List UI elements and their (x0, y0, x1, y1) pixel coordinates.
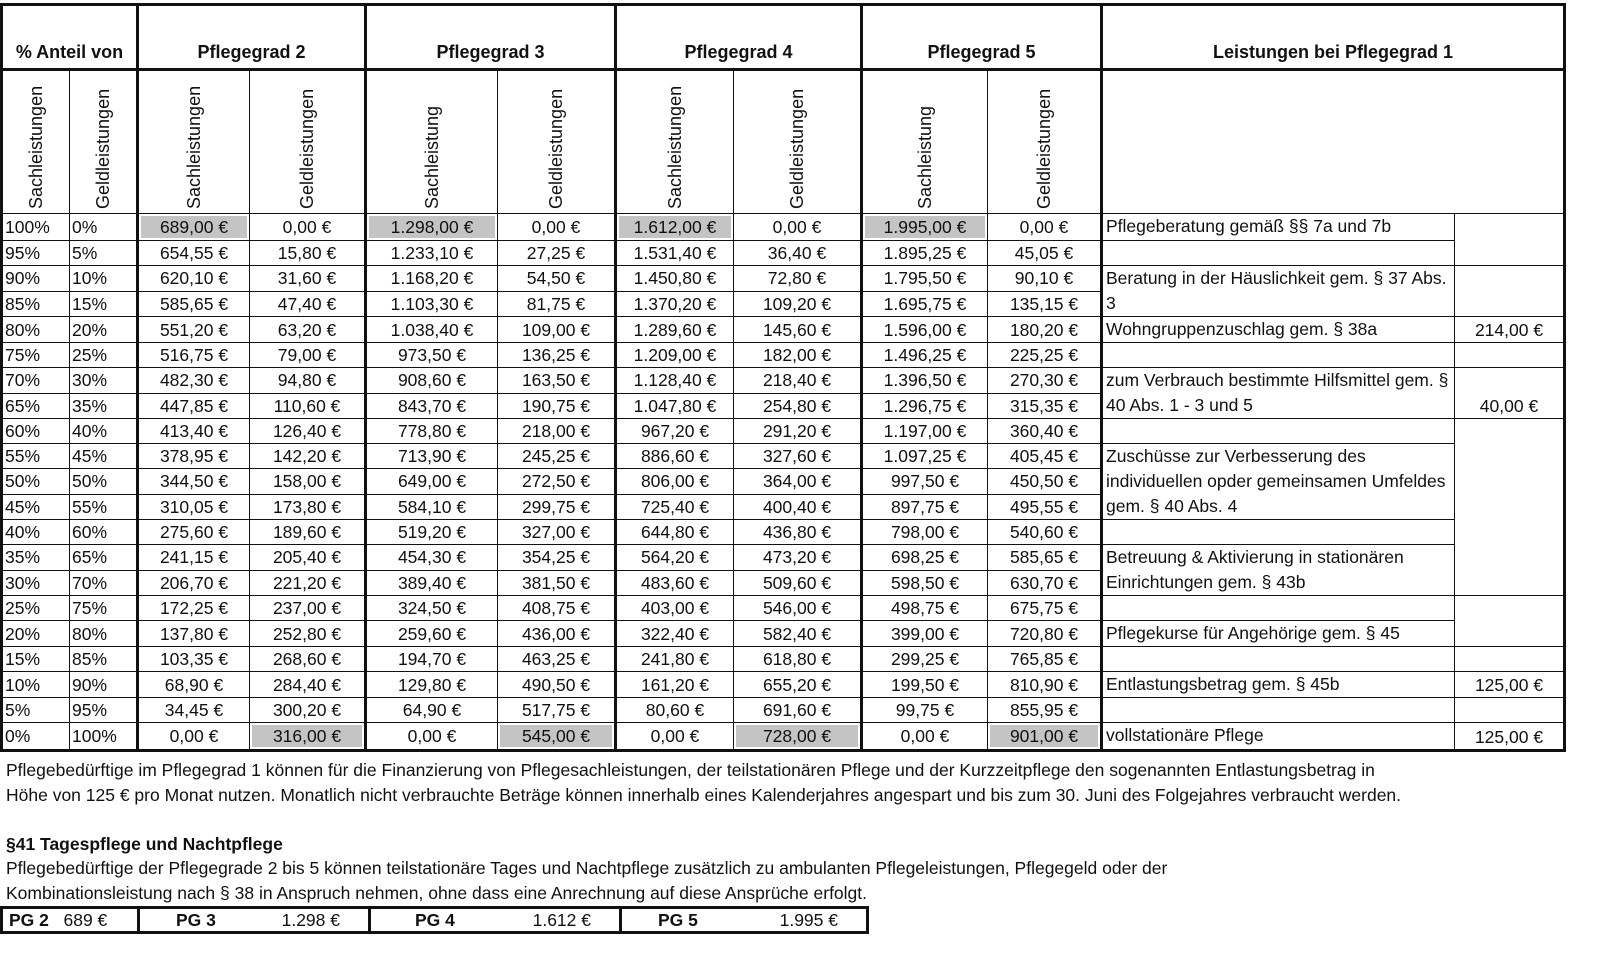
cell-amount: 252,80 € (250, 621, 366, 647)
cell-amount: 254,80 € (734, 393, 862, 419)
subheader-pg1-empty (1102, 70, 1565, 214)
highlighted-max-amount: 545,00 € (500, 725, 612, 747)
cell-amount: 79,00 € (250, 343, 366, 368)
cell-amount: 720,80 € (988, 621, 1102, 647)
cell-amount: 450,50 € (988, 469, 1102, 494)
cell-amount: 354,25 € (498, 545, 616, 571)
cell-amount: 360,40 € (988, 419, 1102, 444)
cell-geld-share: 15% (70, 291, 138, 317)
cell-amount: 413,40 € (138, 419, 250, 444)
summary-pg2 (2, 908, 139, 933)
section41-line2: Kombinationsleistung nach § 38 in Anspruch nehmen, ohne dass eine Anrechnung auf diese Ansprüche erfolgt. (6, 883, 868, 903)
cell-amount (498, 723, 616, 751)
table-row (2, 317, 1565, 343)
cell-amount: 1.289,60 € (616, 317, 734, 343)
cell-amount: 299,25 € (862, 647, 988, 672)
cell-amount: 389,40 € (366, 570, 498, 596)
cell-amount: 299,75 € (498, 494, 616, 519)
cell-amount: 765,85 € (988, 647, 1102, 672)
cell-amount: 34,45 € (138, 698, 250, 723)
cell-geld-share: 55% (70, 494, 138, 519)
cell-sach-share: 0% (2, 723, 70, 751)
cell-amount: 1.103,30 € (366, 291, 498, 317)
cell-amount: 655,20 € (734, 672, 862, 698)
cell-amount: 630,70 € (988, 570, 1102, 596)
cell-amount: 172,25 € (138, 596, 250, 621)
pg1-amount-empty (1455, 214, 1565, 266)
cell-amount: 68,90 € (138, 672, 250, 698)
highlighted-max-amount: 1.298,00 € (369, 216, 495, 238)
cell-amount: 495,55 € (988, 494, 1102, 519)
cell-amount: 1.209,00 € (616, 343, 734, 368)
cell-amount: 1.795,50 € (862, 266, 988, 292)
table-row (2, 241, 1565, 266)
cell-amount: 145,60 € (734, 317, 862, 343)
cell-amount: 585,65 € (988, 545, 1102, 571)
cell-amount: 897,75 € (862, 494, 988, 519)
table-row (2, 723, 1565, 751)
cell-sach-share: 55% (2, 444, 70, 469)
cell-amount: 126,40 € (250, 419, 366, 444)
cell-amount: 447,85 € (138, 393, 250, 419)
cell-amount: 31,60 € (250, 266, 366, 292)
cell-amount: 315,35 € (988, 393, 1102, 419)
cell-amount: 490,50 € (498, 672, 616, 698)
cell-amount: 142,20 € (250, 444, 366, 469)
cell-amount: 110,60 € (250, 393, 366, 419)
cell-amount: 284,40 € (250, 672, 366, 698)
pg1-benefit-betreuung: Betreuung & Aktivierung in stationären Einrichtungen gem. § 43b (1102, 545, 1455, 596)
pg1-benefit-beratung_7ab: Pflegeberatung gemäß §§ 7a und 7b (1102, 214, 1455, 241)
cell-sach-share: 20% (2, 621, 70, 647)
cell-geld-share: 40% (70, 419, 138, 444)
cell-amount: 90,10 € (988, 266, 1102, 292)
cell-amount: 620,10 € (138, 266, 250, 292)
cell-amount: 1.233,10 € (366, 241, 498, 266)
cell-amount: 405,45 € (988, 444, 1102, 469)
summary-pg4-value: 1.612 € (532, 909, 591, 930)
cell-amount: 644,80 € (616, 520, 734, 545)
pg1-amount-vollstationaer_amount: 125,00 € (1455, 723, 1565, 751)
cell-amount: 654,55 € (138, 241, 250, 266)
cell-amount: 270,30 € (988, 368, 1102, 394)
cell-amount: 973,50 € (366, 343, 498, 368)
cell-amount: 190,75 € (498, 393, 616, 419)
cell-amount: 327,00 € (498, 520, 616, 545)
cell-amount: 245,25 € (498, 444, 616, 469)
table-row (2, 444, 1565, 469)
pg1-benefit-empty (1102, 647, 1455, 672)
cell-amount: 81,75 € (498, 291, 616, 317)
cell-amount: 798,00 € (862, 520, 988, 545)
cell-amount: 483,60 € (616, 570, 734, 596)
pg1-amount-entlastung_amount: 125,00 € (1455, 672, 1565, 698)
cell-amount: 163,50 € (498, 368, 616, 394)
cell-amount: 454,30 € (366, 545, 498, 571)
subheader-pg3-sach: Sachleistung (422, 105, 442, 209)
subheader-row (2, 70, 1565, 214)
cell-amount: 551,20 € (138, 317, 250, 343)
cell-amount: 161,20 € (616, 672, 734, 698)
cell-amount: 691,60 € (734, 698, 862, 723)
cell-amount: 237,00 € (250, 596, 366, 621)
cell-amount: 218,00 € (498, 419, 616, 444)
pg1-benefit-empty (1102, 520, 1455, 545)
cell-sach-share: 25% (2, 596, 70, 621)
cell-amount: 0,00 € (734, 214, 862, 241)
cell-amount: 0,00 € (250, 214, 366, 241)
cell-amount: 64,90 € (366, 698, 498, 723)
cell-amount: 47,40 € (250, 291, 366, 317)
day-night-care-summary (0, 906, 869, 934)
cell-sach-share: 35% (2, 545, 70, 571)
highlighted-max-amount: 1.995,00 € (865, 216, 985, 238)
table-row (2, 266, 1565, 292)
subheader-pg5-geld: Geldleistungen (1034, 88, 1054, 209)
summary-pg3-label: PG 3 (176, 909, 216, 930)
cell-amount: 129,80 € (366, 672, 498, 698)
cell-amount: 1.396,50 € (862, 368, 988, 394)
cell-amount: 137,80 € (138, 621, 250, 647)
cell-amount: 225,25 € (988, 343, 1102, 368)
cell-amount: 1.596,00 € (862, 317, 988, 343)
subheader-geld-share: Geldleistungen (93, 88, 113, 209)
cell-amount: 1.197,00 € (862, 419, 988, 444)
cell-amount: 778,80 € (366, 419, 498, 444)
pg1-benefit-empty (1102, 698, 1455, 723)
highlighted-max-amount: 728,00 € (736, 725, 858, 747)
cell-amount: 598,50 € (862, 570, 988, 596)
pg1-amount-empty (1455, 596, 1565, 647)
group-header-pg4: Pflegegrad 4 (616, 5, 862, 70)
section41-title: §41 Tagespflege und Nachtpflege (6, 834, 283, 854)
cell-amount: 498,75 € (862, 596, 988, 621)
cell-amount (250, 723, 366, 751)
cell-amount: 218,40 € (734, 368, 862, 394)
cell-geld-share: 70% (70, 570, 138, 596)
cell-amount: 72,80 € (734, 266, 862, 292)
cell-amount: 272,50 € (498, 469, 616, 494)
cell-amount (862, 214, 988, 241)
cell-amount: 109,20 € (734, 291, 862, 317)
cell-amount: 546,00 € (734, 596, 862, 621)
pg1-amount-empty (1455, 419, 1565, 596)
summary-pg2-label: PG 2 (9, 909, 49, 930)
table-row (2, 368, 1565, 394)
cell-sach-share: 5% (2, 698, 70, 723)
cell-amount: 194,70 € (366, 647, 498, 672)
pg1-amount-empty (1455, 647, 1565, 672)
cell-amount: 99,75 € (862, 698, 988, 723)
cell-sach-share: 10% (2, 672, 70, 698)
group-header-pg5: Pflegegrad 5 (862, 5, 1102, 70)
cell-amount: 36,40 € (734, 241, 862, 266)
highlighted-max-amount: 316,00 € (252, 725, 362, 747)
cell-amount: 713,90 € (366, 444, 498, 469)
highlighted-max-amount: 689,00 € (141, 216, 247, 238)
cell-geld-share: 100% (70, 723, 138, 751)
cell-amount: 1.450,80 € (616, 266, 734, 292)
pg1-benefit-pflegekurse: Pflegekurse für Angehörige gem. § 45 (1102, 621, 1455, 647)
cell-amount: 221,20 € (250, 570, 366, 596)
cell-sach-share: 60% (2, 419, 70, 444)
group-header-pg1: Leistungen bei Pflegegrad 1 (1102, 5, 1565, 70)
cell-amount: 206,70 € (138, 570, 250, 596)
cell-amount: 564,20 € (616, 545, 734, 571)
cell-amount: 509,60 € (734, 570, 862, 596)
pg1-amount-wohngruppe_amount: 214,00 € (1455, 317, 1565, 343)
cell-amount: 136,25 € (498, 343, 616, 368)
cell-amount: 1.370,20 € (616, 291, 734, 317)
pg1-benefit-empty (1102, 419, 1455, 444)
table-row (2, 545, 1565, 571)
pg1-amount-empty (1455, 698, 1565, 723)
cell-amount: 0,00 € (498, 214, 616, 241)
summary-pg3-value: 1.298 € (281, 909, 340, 930)
pg1-amount-hilfsmittel_amount: 40,00 € (1455, 368, 1565, 419)
highlighted-max-amount: 901,00 € (990, 725, 1098, 747)
cell-amount: 1.496,25 € (862, 343, 988, 368)
pg1-amount-empty (1455, 266, 1565, 317)
cell-amount (734, 723, 862, 751)
summary-pg4 (370, 908, 621, 933)
pg1-benefit-wohngruppe: Wohngruppenzuschlag gem. § 38a (1102, 317, 1455, 343)
cell-geld-share: 30% (70, 368, 138, 394)
cell-amount: 1.047,80 € (616, 393, 734, 419)
table-row (2, 596, 1565, 621)
cell-amount (138, 214, 250, 241)
cell-geld-share: 85% (70, 647, 138, 672)
cell-geld-share: 95% (70, 698, 138, 723)
cell-amount: 27,25 € (498, 241, 616, 266)
highlighted-max-amount: 1.612,00 € (619, 216, 731, 238)
cell-amount: 291,20 € (734, 419, 862, 444)
cell-amount: 322,40 € (616, 621, 734, 647)
cell-amount: 1.531,40 € (616, 241, 734, 266)
cell-amount: 1.168,20 € (366, 266, 498, 292)
cell-geld-share: 50% (70, 469, 138, 494)
pg1-benefit-entlastung: Entlastungsbetrag gem. § 45b (1102, 672, 1455, 698)
cell-sach-share: 80% (2, 317, 70, 343)
table-row (2, 343, 1565, 368)
cell-amount: 585,65 € (138, 291, 250, 317)
cell-geld-share: 80% (70, 621, 138, 647)
cell-amount: 180,20 € (988, 317, 1102, 343)
cell-amount: 45,05 € (988, 241, 1102, 266)
subheader-pg5-sach: Sachleistung (915, 105, 935, 209)
summary-pg5 (621, 908, 868, 933)
cell-amount: 1.296,75 € (862, 393, 988, 419)
cell-amount: 1.097,25 € (862, 444, 988, 469)
cell-amount: 436,80 € (734, 520, 862, 545)
group-header-row (2, 5, 1565, 70)
cell-amount: 158,00 € (250, 469, 366, 494)
cell-amount: 1.038,40 € (366, 317, 498, 343)
cell-amount: 103,35 € (138, 647, 250, 672)
cell-amount: 399,00 € (862, 621, 988, 647)
cell-amount (988, 723, 1102, 751)
cell-geld-share: 25% (70, 343, 138, 368)
cell-amount: 268,60 € (250, 647, 366, 672)
cell-amount: 80,60 € (616, 698, 734, 723)
cell-amount (366, 214, 498, 241)
cell-sach-share: 100% (2, 214, 70, 241)
cell-amount: 1.695,75 € (862, 291, 988, 317)
cell-amount: 205,40 € (250, 545, 366, 571)
cell-amount: 675,75 € (988, 596, 1102, 621)
section41-line1: Pflegebedürftige der Pflegegrade 2 bis 5 können teilstationäre Tages und Nachtpflege zusätzlich zu ambulanten Pflegeleistungen, Pflegegeld oder der (6, 858, 1168, 878)
cell-geld-share: 75% (70, 596, 138, 621)
cell-amount: 259,60 € (366, 621, 498, 647)
cell-amount: 344,50 € (138, 469, 250, 494)
cell-amount: 189,60 € (250, 520, 366, 545)
cell-amount: 15,80 € (250, 241, 366, 266)
cell-amount: 63,20 € (250, 317, 366, 343)
table-row (2, 214, 1565, 241)
cell-amount: 408,75 € (498, 596, 616, 621)
cell-amount: 0,00 € (616, 723, 734, 751)
cell-amount: 0,00 € (862, 723, 988, 751)
table-row (2, 698, 1565, 723)
cell-amount: 584,10 € (366, 494, 498, 519)
cell-amount: 300,20 € (250, 698, 366, 723)
cell-amount: 517,75 € (498, 698, 616, 723)
pg1-benefit-empty (1102, 596, 1455, 621)
cell-amount: 725,40 € (616, 494, 734, 519)
pg1-benefit-hilfsmittel: zum Verbrauch bestimmte Hilfsmittel gem. § 40 Abs. 1 - 3 und 5 (1102, 368, 1455, 419)
cell-sach-share: 65% (2, 393, 70, 419)
cell-amount: 241,15 € (138, 545, 250, 571)
cell-amount: 54,50 € (498, 266, 616, 292)
subheader-pg2-sach: Sachleistungen (184, 85, 204, 209)
cell-amount: 199,50 € (862, 672, 988, 698)
group-header-pg3: Pflegegrad 3 (366, 5, 616, 70)
cell-amount: 0,00 € (988, 214, 1102, 241)
pg1-benefit-empty (1102, 241, 1455, 266)
table-row (2, 520, 1565, 545)
table-row (2, 621, 1565, 647)
table-row (2, 419, 1565, 444)
pg1-amount-empty (1455, 343, 1565, 368)
group-header-pg2: Pflegegrad 2 (138, 5, 366, 70)
cell-sach-share: 90% (2, 266, 70, 292)
summary-pg3 (139, 908, 370, 933)
cell-amount: 1.128,40 € (616, 368, 734, 394)
cell-amount: 582,40 € (734, 621, 862, 647)
cell-amount: 967,20 € (616, 419, 734, 444)
cell-amount: 482,30 € (138, 368, 250, 394)
cell-amount: 0,00 € (138, 723, 250, 751)
cell-amount: 997,50 € (862, 469, 988, 494)
cell-geld-share: 10% (70, 266, 138, 292)
cell-amount: 324,50 € (366, 596, 498, 621)
cell-amount: 0,00 € (366, 723, 498, 751)
cell-geld-share: 45% (70, 444, 138, 469)
cell-geld-share: 20% (70, 317, 138, 343)
cell-amount: 327,60 € (734, 444, 862, 469)
cell-geld-share: 0% (70, 214, 138, 241)
cell-amount: 810,90 € (988, 672, 1102, 698)
summary-pg2-value: 689 € (63, 909, 108, 930)
cell-amount: 1.895,25 € (862, 241, 988, 266)
subheader-pg3-geld: Geldleistungen (546, 88, 566, 209)
subheader-sach-share: Sachleistungen (26, 85, 46, 209)
cell-geld-share: 35% (70, 393, 138, 419)
cell-sach-share: 70% (2, 368, 70, 394)
summary-pg5-value: 1.995 € (779, 909, 838, 930)
cell-amount: 516,75 € (138, 343, 250, 368)
cell-amount: 310,05 € (138, 494, 250, 519)
subheader-pg4-geld: Geldleistungen (787, 88, 807, 209)
pg1-benefit-empty (1102, 343, 1455, 368)
pg1-note-line2: Höhe von 125 € pro Monat nutzen. Monatlich nicht verbrauchte Beträge können innerhalb eines Kalenderjahres angespart und bis zum 30. Juni des Folgejahres verbraucht werden. (6, 785, 1402, 805)
cell-amount: 540,60 € (988, 520, 1102, 545)
share-header: % Anteil von (2, 5, 138, 70)
cell-amount: 173,80 € (250, 494, 366, 519)
subheader-pg4-sach: Sachleistungen (665, 85, 685, 209)
cell-sach-share: 75% (2, 343, 70, 368)
cell-amount: 109,00 € (498, 317, 616, 343)
cell-amount: 806,00 € (616, 469, 734, 494)
cell-geld-share: 60% (70, 520, 138, 545)
cell-amount: 886,60 € (616, 444, 734, 469)
cell-amount: 855,95 € (988, 698, 1102, 723)
cell-amount: 364,00 € (734, 469, 862, 494)
cell-amount: 463,25 € (498, 647, 616, 672)
cell-sach-share: 85% (2, 291, 70, 317)
cell-sach-share: 50% (2, 469, 70, 494)
cell-geld-share: 5% (70, 241, 138, 266)
cell-amount: 241,80 € (616, 647, 734, 672)
table-row (2, 647, 1565, 672)
cell-amount: 618,80 € (734, 647, 862, 672)
cell-amount: 400,40 € (734, 494, 862, 519)
cell-amount: 843,70 € (366, 393, 498, 419)
cell-amount: 403,00 € (616, 596, 734, 621)
subheader-pg2-geld: Geldleistungen (297, 88, 317, 209)
cell-amount: 436,00 € (498, 621, 616, 647)
cell-amount: 94,80 € (250, 368, 366, 394)
cell-sach-share: 95% (2, 241, 70, 266)
cell-sach-share: 15% (2, 647, 70, 672)
cell-amount: 908,60 € (366, 368, 498, 394)
cell-sach-share: 45% (2, 494, 70, 519)
cell-sach-share: 40% (2, 520, 70, 545)
cell-geld-share: 65% (70, 545, 138, 571)
cell-amount: 519,20 € (366, 520, 498, 545)
summary-pg5-label: PG 5 (658, 909, 698, 930)
cell-amount: 649,00 € (366, 469, 498, 494)
cell-amount (616, 214, 734, 241)
table-row (2, 672, 1565, 698)
cell-amount: 698,25 € (862, 545, 988, 571)
pg1-benefit-umfeld: Zuschüsse zur Verbesserung des individuellen opder gemeinsamen Umfeldes gem. § 40 Abs. 4 (1102, 444, 1455, 520)
cell-amount: 381,50 € (498, 570, 616, 596)
cell-sach-share: 30% (2, 570, 70, 596)
cell-amount: 182,00 € (734, 343, 862, 368)
care-benefits-table (0, 3, 1566, 752)
cell-geld-share: 90% (70, 672, 138, 698)
cell-amount: 378,95 € (138, 444, 250, 469)
pg1-note-line1: Pflegebedürftige im Pflegegrad 1 können für die Finanzierung von Pflegesachleistungen, der teilstationären Pflege und der Kurzzeitpflege den sogenannten Entlastungsbetrag in (6, 760, 1375, 780)
cell-amount: 275,60 € (138, 520, 250, 545)
pg1-benefit-vollstationaer: vollstationäre Pflege (1102, 723, 1455, 751)
summary-pg4-label: PG 4 (415, 909, 455, 930)
cell-amount: 473,20 € (734, 545, 862, 571)
cell-amount: 135,15 € (988, 291, 1102, 317)
pg1-benefit-beratung_37: Beratung in der Häuslichkeit gem. § 37 Abs. 3 (1102, 266, 1455, 317)
